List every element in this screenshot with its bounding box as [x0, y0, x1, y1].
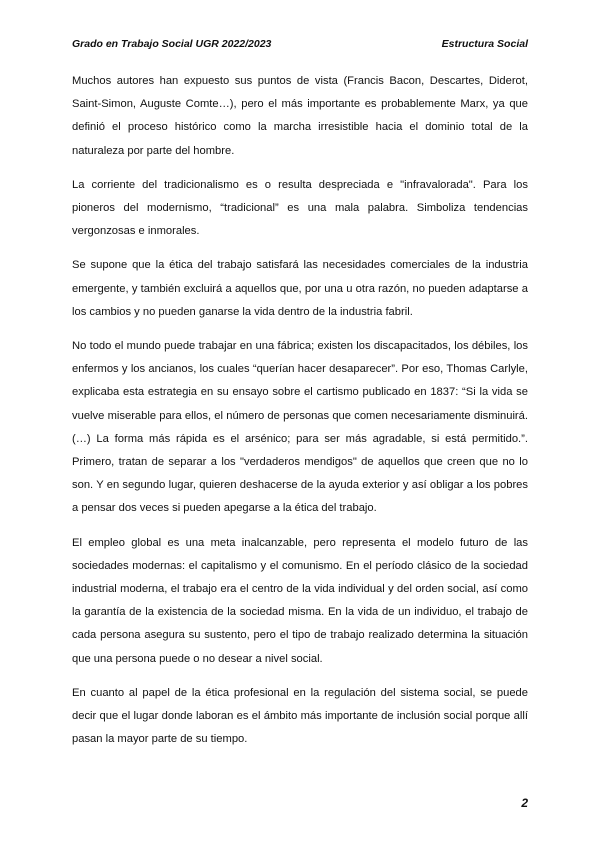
paragraph: El empleo global es una meta inalcanzable, pero representa el modelo futuro de las sociedades modernas: el capitalismo y el comunismo. En el período clásico de la sociedad industrial moderna, el trabajo era el centro de la vida individual y del orden social, así como la garantía de la existencia de la sociedad misma. En la vida de un individuo, el trabajo de cada persona asegura su sustento, pero el tipo de trabajo realizado determina la situación que una persona puede o no desear a nivel social. [72, 536, 528, 665]
paragraph: Muchos autores han expuesto sus puntos de vista (Francis Bacon, Descartes, Diderot, Saint-Simon, Auguste Comte…), pero el más importante es probablemente Marx, ya que definió el proceso histórico como la marcha irresistible hacia el dominio total de la naturaleza por parte del hombre. [72, 75, 528, 157]
header-course-title: Grado en Trabajo Social UGR 2022/2023 [72, 38, 272, 50]
paragraph: En cuanto al papel de la ética profesional en la regulación del sistema social, se puede decir que el lugar donde laboran es el ámbito más importante de inclusión social porque allí pasan la mayor parte de su tiempo. [72, 686, 528, 746]
paragraph: No todo el mundo puede trabajar en una fábrica; existen los discapacitados, los débiles, los enfermos y los ancianos, los cuales “querían hacer desaparecer”. Por eso, Thomas Carlyle, explicaba esta estrategia en su ensayo sobre el cartismo publicado en 1837: “Si la vida se vuelve miserable para ellos, el número de personas que comen necesariamente disminuirá. (…) La forma más rápida es el arsénico; para ser más agradable, si está permitido.”. Primero, tratan de separar a los "verdaderos mendigos" de aquellos que creen que no lo son. Y en segundo lugar, quieren deshacerse de la ayuda exterior y así obligar a los pobres a pensar dos veces si pueden apegarse a la ética del trabajo. [72, 340, 528, 515]
header-subject-title: Estructura Social [441, 38, 528, 50]
document-body [72, 70, 528, 762]
page-number: 2 [521, 796, 528, 810]
page-header [72, 38, 528, 50]
paragraph: Se supone que la ética del trabajo satisfará las necesidades comerciales de la industria emergente, y también excluirá a aquellos que, por una u otra razón, no pueden adaptarse a los cambios y no pueden ganarse la vida dentro de la industria fabril. [72, 259, 528, 318]
paragraph: La corriente del tradicionalismo es o resulta despreciada e "infravalorada". Para los pioneros del modernismo, “tradicional” es una mala palabra. Simboliza tendencias vergonzosas e inmorales. [72, 178, 528, 238]
